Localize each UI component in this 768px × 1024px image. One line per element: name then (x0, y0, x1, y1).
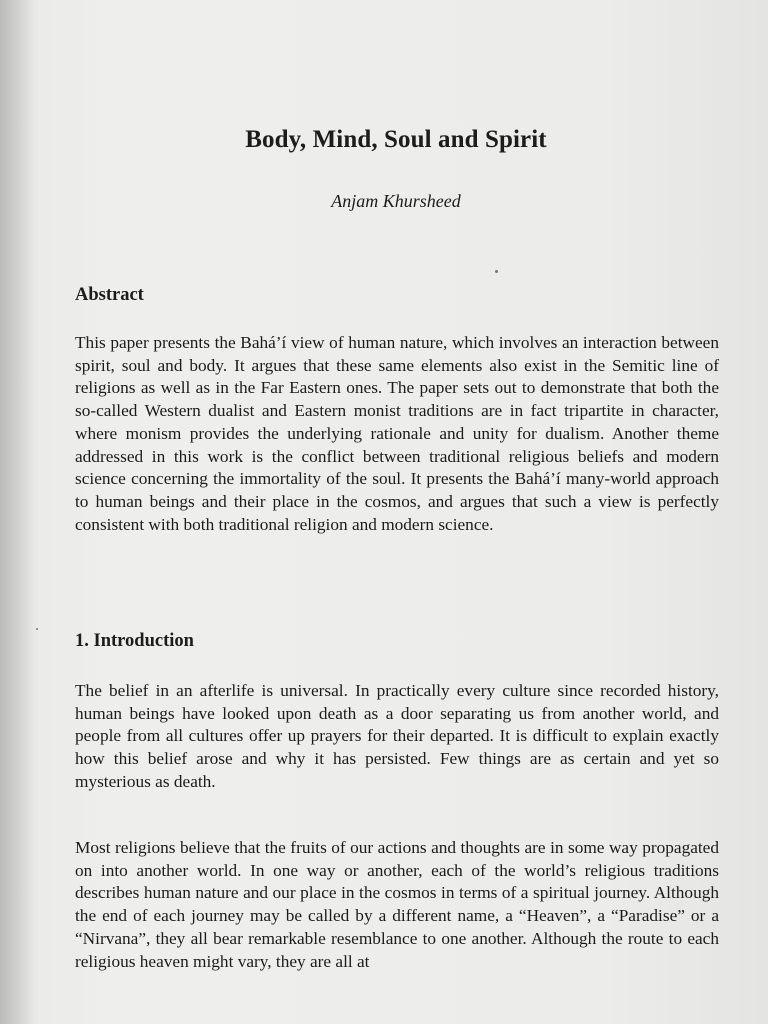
scan-speck (495, 270, 498, 273)
abstract-paragraph: This paper presents the Bahá’í view of human nature, which involves an interaction between spirit, soul and body. It argues that these same elements also exist in the Semitic line of religions as well as in the Far Eastern ones. The paper sets out to demonstrate that both the so-called Western dualist and Eastern monist traditions are in fact tripartite in character, where monism provides the underlying rationale and unity for dualism. Another theme addressed in this work is the conflict between traditional religious beliefs and modern science concerning the immortality of the soul. It presents the Bahá’í many-world approach to human beings and their place in the cosmos, and argues that such a view is perfectly consistent with both traditional religion and modern science. (75, 333, 719, 534)
author-name: Anjam Khursheed (331, 191, 461, 211)
scan-speck (36, 628, 38, 630)
introduction-heading: 1. Introduction (75, 631, 194, 651)
introduction-paragraph-2: Most religions believe that the fruits of our actions and thoughts are in some way propagated on into another world. In one way or another, each of the world’s religious traditions describes human nature and our place in the cosmos in terms of a spiritual journey. Although the end of each journey may be called by a different name, a “Heaven”, a “Paradise” or a “Nirvana”, they all bear remarkable resemblance to one another. Although the route to each religious heaven might vary, they are all at (75, 838, 719, 971)
paper-title: Body, Mind, Soul and Spirit (245, 126, 547, 153)
introduction-paragraph-1: The belief in an afterlife is universal. In practically every culture since recorded history, human beings have looked upon death as a door separating us from another world, and people from all cultures offer up prayers for their departed. It is difficult to explain exactly how this belief arose and why it has persisted. Few things are as certain and yet so mysterious as death. (75, 681, 719, 791)
abstract-heading: Abstract (75, 285, 144, 305)
